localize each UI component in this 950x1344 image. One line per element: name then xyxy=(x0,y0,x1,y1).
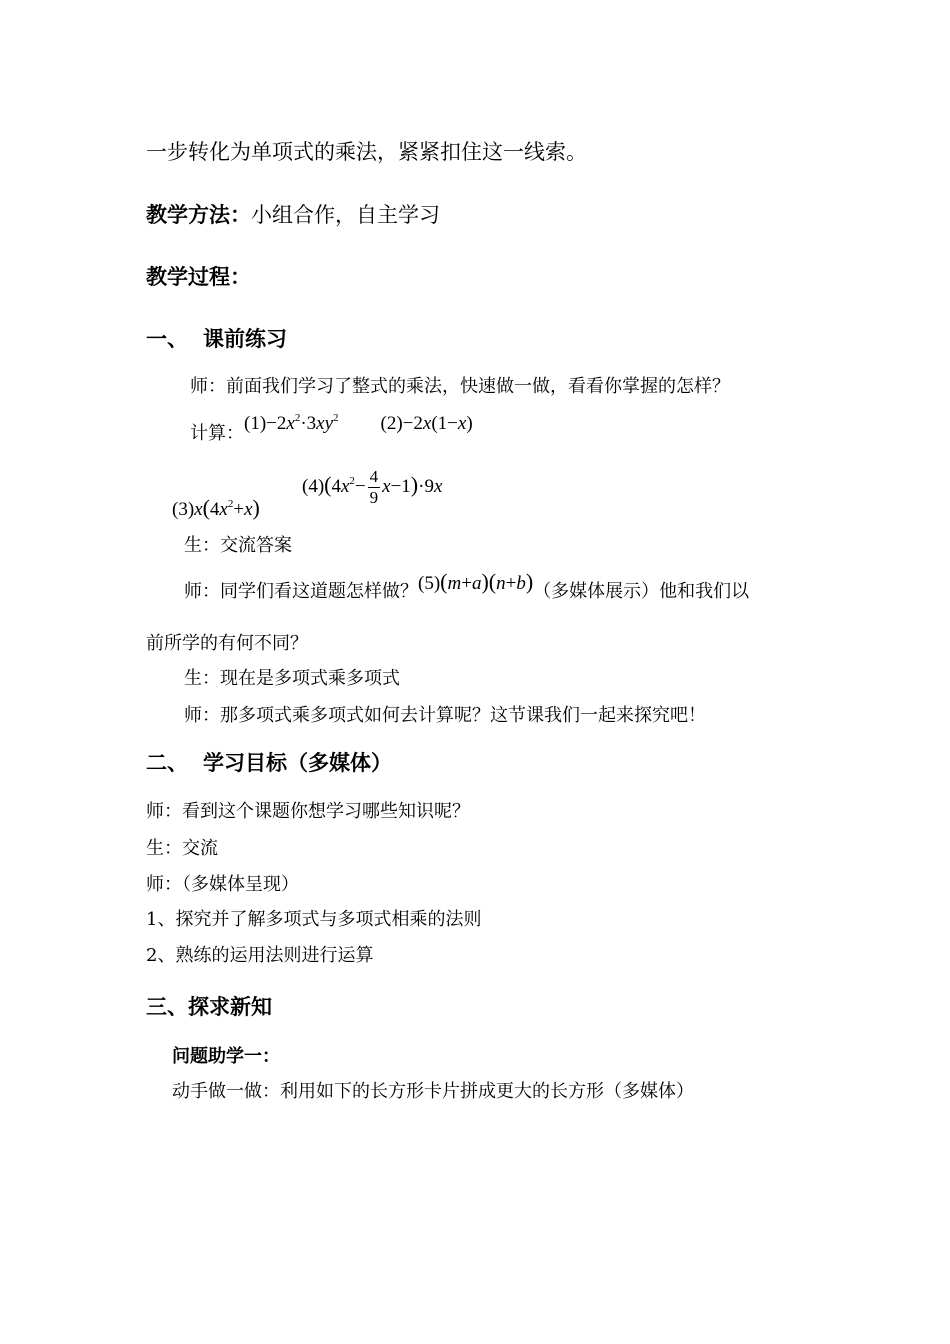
teacher-line-2-continued: 前所学的有何不同？ xyxy=(146,633,308,654)
intro-line: 一步转化为单项式的乘法，紧紧扣住这一线索。 xyxy=(146,140,587,164)
question-1-label: 问题助学一： xyxy=(172,1046,280,1067)
expression-5: (5)(m+a)(n+b) xyxy=(418,569,534,594)
section-2-number: 二、 xyxy=(146,750,188,775)
fraction-denominator: 9 xyxy=(369,488,379,507)
section-1-title: 课前练习 xyxy=(203,326,287,351)
question-1-text: 动手做一做：利用如下的长方形卡片拼成更大的长方形（多媒体） xyxy=(172,1081,694,1102)
teaching-process-label: 教学过程： xyxy=(146,264,251,289)
expression-3: $(3)x(4x^2+x)$ xyxy=(172,495,260,520)
teacher-line-1: 师：前面我们学习了整式的乘法，快速做一做，看看你掌握的怎样？ xyxy=(190,376,730,397)
calc-label: 计算： xyxy=(190,423,244,444)
section-3-title: 三、探求新知 xyxy=(146,994,272,1019)
expression-4: $(4)(4x^2-$ $\frac{4}{9}$ x−1)·9x xyxy=(302,467,443,507)
calc-line xyxy=(190,412,473,444)
section-1-number: 一、 xyxy=(146,326,188,351)
teaching-method-label: 教学方法： xyxy=(146,202,251,227)
teacher-line-4: 师：看到这个课题你想学习哪些知识呢？ xyxy=(146,801,470,822)
teacher-line-2: 师：同学们看这道题怎样做？(5)(m+a)(n+b)（多媒体展示）他和我们以 xyxy=(184,569,750,602)
fraction-numerator: 4 xyxy=(369,467,379,486)
teacher-line-5: 师：（多媒体呈现） xyxy=(146,874,299,895)
teaching-method-line xyxy=(146,204,440,226)
teacher-line-3: 师：那多项式乘多项式如何去计算呢？这节课我们一起来探究吧！ xyxy=(184,705,706,726)
student-answer-line-2: 生：现在是多项式乘多项式 xyxy=(184,668,400,689)
teaching-method-text: 小组合作，自主学习 xyxy=(251,203,440,227)
goal-2: 2、熟练的运用法则进行运算 xyxy=(146,945,374,966)
expression-2: (2)−2x(1−x) xyxy=(380,413,473,434)
fraction xyxy=(368,467,381,508)
student-line-3: 生：交流 xyxy=(146,838,218,859)
section-2-title: 学习目标（多媒体） xyxy=(203,750,392,775)
expression-1: $(1)-2x^2\cdot 3xy^2$ xyxy=(244,412,339,434)
goal-1: 1、探究并了解多项式与多项式相乘的法则 xyxy=(146,909,482,930)
student-answer-line-1: 生：交流答案 xyxy=(184,535,292,556)
